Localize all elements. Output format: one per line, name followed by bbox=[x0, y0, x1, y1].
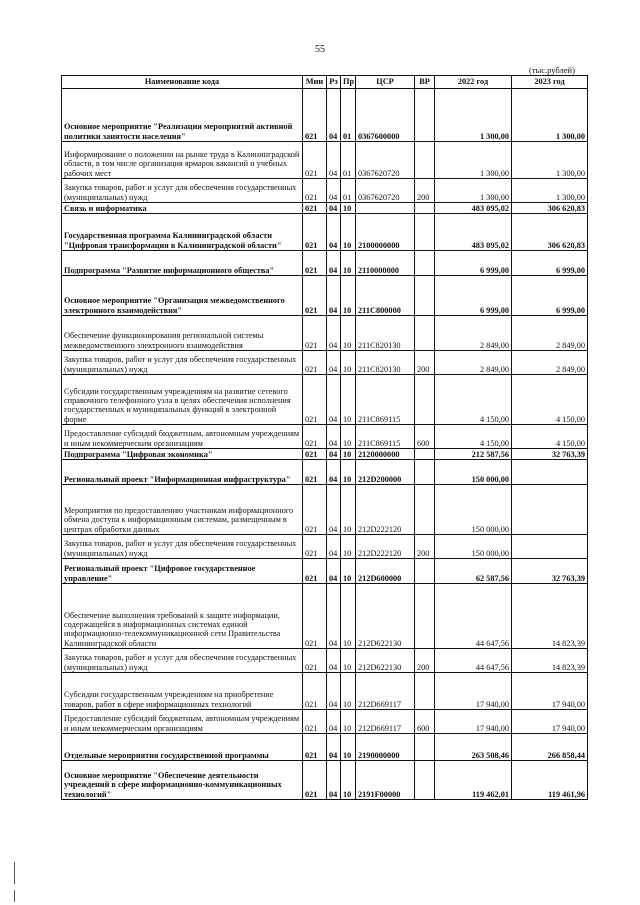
cell-2022: 6 999,00 bbox=[435, 251, 512, 276]
cell-2023: 1 300,00 bbox=[512, 142, 588, 179]
cell-min: 021 bbox=[303, 460, 327, 485]
cell-2023: 14 823,39 bbox=[512, 584, 588, 649]
cell-name: Предоставление субсидий бюджетным, автономным учреждениям и иным некоммерческим организациям bbox=[62, 425, 303, 449]
cell-pr: 10 bbox=[341, 649, 356, 673]
scan-edge-mark bbox=[14, 862, 15, 884]
table-row bbox=[62, 734, 588, 761]
cell-2023: 17 940,00 bbox=[512, 673, 588, 710]
cell-rz: 04 bbox=[327, 179, 341, 203]
cell-2022: 6 999,00 bbox=[435, 276, 512, 316]
cell-rz: 04 bbox=[327, 203, 341, 214]
cell-vr bbox=[415, 584, 435, 649]
cell-name: Основное мероприятие "Реализация мероприятий активной политики занятости населения" bbox=[62, 89, 303, 142]
cell-name: Информирование о положении на рынке труда в Калининградской области, в том числе организация ярмарок вакансий и учебных рабочих мест bbox=[62, 142, 303, 179]
cell-pr: 10 bbox=[341, 710, 356, 734]
cell-2023: 32 763,39 bbox=[512, 559, 588, 584]
cell-2023: 306 620,83 bbox=[512, 203, 588, 214]
table-row bbox=[62, 649, 588, 673]
cell-2022: 263 508,46 bbox=[435, 734, 512, 761]
cell-csr: 212D222120 bbox=[356, 535, 415, 559]
table-row bbox=[62, 485, 588, 535]
cell-csr: 212D622130 bbox=[356, 649, 415, 673]
cell-2023 bbox=[512, 460, 588, 485]
cell-vr bbox=[415, 214, 435, 251]
cell-vr: 200 bbox=[415, 351, 435, 375]
cell-2023: 1 300,00 bbox=[512, 179, 588, 203]
cell-min: 021 bbox=[303, 351, 327, 375]
cell-2022: 150 000,00 bbox=[435, 485, 512, 535]
table-row bbox=[62, 251, 588, 276]
cell-min: 021 bbox=[303, 375, 327, 425]
cell-vr bbox=[415, 734, 435, 761]
table-row bbox=[62, 584, 588, 649]
cell-rz: 04 bbox=[327, 559, 341, 584]
cell-rz: 04 bbox=[327, 673, 341, 710]
cell-min: 021 bbox=[303, 734, 327, 761]
header-2022: 2022 год bbox=[435, 76, 512, 89]
cell-vr bbox=[415, 449, 435, 460]
budget-table bbox=[61, 75, 588, 800]
cell-2022: 44 647,56 bbox=[435, 584, 512, 649]
cell-vr: 600 bbox=[415, 710, 435, 734]
cell-rz: 04 bbox=[327, 89, 341, 142]
page-number: 55 bbox=[315, 44, 325, 55]
table-row bbox=[62, 425, 588, 449]
table-row bbox=[62, 276, 588, 316]
cell-csr: 0367600000 bbox=[356, 89, 415, 142]
cell-2023: 266 858,44 bbox=[512, 734, 588, 761]
cell-csr: 211C869115 bbox=[356, 425, 415, 449]
cell-csr: 212D600000 bbox=[356, 559, 415, 584]
cell-min: 021 bbox=[303, 251, 327, 276]
cell-vr: 600 bbox=[415, 425, 435, 449]
cell-name: Региональный проект "Цифровое государственное управление" bbox=[62, 559, 303, 584]
cell-pr: 10 bbox=[341, 460, 356, 485]
cell-2023: 17 940,00 bbox=[512, 710, 588, 734]
cell-rz: 04 bbox=[327, 316, 341, 351]
cell-2022: 17 940,00 bbox=[435, 710, 512, 734]
cell-min: 021 bbox=[303, 584, 327, 649]
cell-min: 021 bbox=[303, 203, 327, 214]
cell-pr: 10 bbox=[341, 375, 356, 425]
cell-name: Обеспечение выполнения требований к защите информации, содержащейся в информационных системах единой информационно-телекоммуникационной сети Правительства Калининградской области bbox=[62, 584, 303, 649]
cell-min: 021 bbox=[303, 179, 327, 203]
cell-name: Закупка товаров, работ и услуг для обеспечения государственных (муниципальных) нужд bbox=[62, 649, 303, 673]
cell-vr bbox=[415, 316, 435, 351]
cell-pr: 01 bbox=[341, 89, 356, 142]
cell-vr: 200 bbox=[415, 179, 435, 203]
cell-rz: 04 bbox=[327, 449, 341, 460]
cell-csr bbox=[356, 203, 415, 214]
cell-vr bbox=[415, 559, 435, 584]
cell-2022: 119 462,01 bbox=[435, 761, 512, 800]
cell-name: Закупка товаров, работ и услуг для обеспечения государственных (муниципальных) нужд bbox=[62, 351, 303, 375]
cell-csr: 212D669117 bbox=[356, 673, 415, 710]
cell-name: Подпрограмма "Развитие информационного общества" bbox=[62, 251, 303, 276]
table-row bbox=[62, 460, 588, 485]
cell-2023: 4 150,00 bbox=[512, 375, 588, 425]
cell-csr: 2100000000 bbox=[356, 214, 415, 251]
table-row bbox=[62, 710, 588, 734]
cell-rz: 04 bbox=[327, 214, 341, 251]
cell-vr: 200 bbox=[415, 649, 435, 673]
cell-pr: 10 bbox=[341, 734, 356, 761]
cell-pr: 01 bbox=[341, 179, 356, 203]
cell-pr: 10 bbox=[341, 425, 356, 449]
header-pr: Пр bbox=[341, 76, 356, 89]
cell-name: Мероприятия по предоставлению участникам информационного обмена доступа к информационным системам, размещенным в центрах обработки данных bbox=[62, 485, 303, 535]
cell-min: 021 bbox=[303, 449, 327, 460]
header-min: Мин bbox=[303, 76, 327, 89]
cell-vr bbox=[415, 375, 435, 425]
cell-rz: 04 bbox=[327, 584, 341, 649]
table-row bbox=[62, 179, 588, 203]
cell-csr: 212D669117 bbox=[356, 710, 415, 734]
cell-2022: 1 300,00 bbox=[435, 179, 512, 203]
cell-csr: 212D222120 bbox=[356, 485, 415, 535]
table-row bbox=[62, 351, 588, 375]
table-row bbox=[62, 142, 588, 179]
cell-vr bbox=[415, 673, 435, 710]
scan-edge-mark bbox=[14, 890, 15, 902]
cell-name: Закупка товаров, работ и услуг для обеспечения государственных (муниципальных) нужд bbox=[62, 179, 303, 203]
cell-2023 bbox=[512, 535, 588, 559]
table-row bbox=[62, 203, 588, 214]
cell-2023: 14 823,39 bbox=[512, 649, 588, 673]
cell-vr bbox=[415, 276, 435, 316]
cell-min: 021 bbox=[303, 761, 327, 800]
cell-rz: 04 bbox=[327, 142, 341, 179]
cell-csr: 0367620720 bbox=[356, 142, 415, 179]
cell-csr: 211C820130 bbox=[356, 351, 415, 375]
cell-2022: 212 587,56 bbox=[435, 449, 512, 460]
cell-vr bbox=[415, 761, 435, 800]
cell-pr: 10 bbox=[341, 251, 356, 276]
cell-pr: 10 bbox=[341, 535, 356, 559]
cell-min: 021 bbox=[303, 276, 327, 316]
cell-vr bbox=[415, 251, 435, 276]
cell-2022: 2 849,00 bbox=[435, 351, 512, 375]
cell-rz: 04 bbox=[327, 649, 341, 673]
cell-2022: 483 095,02 bbox=[435, 203, 512, 214]
cell-2022: 17 940,00 bbox=[435, 673, 512, 710]
cell-2022: 44 647,56 bbox=[435, 649, 512, 673]
table-row bbox=[62, 214, 588, 251]
cell-rz: 04 bbox=[327, 425, 341, 449]
cell-2023: 1 300,00 bbox=[512, 89, 588, 142]
cell-2022: 1 300,00 bbox=[435, 89, 512, 142]
cell-min: 021 bbox=[303, 425, 327, 449]
cell-pr: 10 bbox=[341, 485, 356, 535]
cell-name: Отдельные мероприятия государственной программы bbox=[62, 734, 303, 761]
cell-rz: 04 bbox=[327, 276, 341, 316]
cell-pr: 10 bbox=[341, 559, 356, 584]
cell-name: Субсидии государственным учреждениям на приобретение товаров, работ в сфере информационных технологий bbox=[62, 673, 303, 710]
cell-2023: 4 150,00 bbox=[512, 425, 588, 449]
cell-csr: 2120000000 bbox=[356, 449, 415, 460]
cell-2023: 119 461,96 bbox=[512, 761, 588, 800]
cell-csr: 2190000000 bbox=[356, 734, 415, 761]
cell-rz: 04 bbox=[327, 734, 341, 761]
cell-rz: 04 bbox=[327, 761, 341, 800]
cell-2022: 62 587,56 bbox=[435, 559, 512, 584]
table-row bbox=[62, 673, 588, 710]
cell-rz: 04 bbox=[327, 710, 341, 734]
cell-name: Связь и информатика bbox=[62, 203, 303, 214]
table-row bbox=[62, 316, 588, 351]
cell-vr bbox=[415, 460, 435, 485]
cell-min: 021 bbox=[303, 316, 327, 351]
cell-name: Предоставление субсидий бюджетным, автономным учреждениям и иным некоммерческим организациям bbox=[62, 710, 303, 734]
cell-csr: 212D200000 bbox=[356, 460, 415, 485]
cell-vr bbox=[415, 203, 435, 214]
cell-2023: 32 763,39 bbox=[512, 449, 588, 460]
cell-csr: 211C869115 bbox=[356, 375, 415, 425]
cell-csr: 211C800000 bbox=[356, 276, 415, 316]
cell-name: Обеспечение функционирования региональной системы межведомственного электронного взаимодействия bbox=[62, 316, 303, 351]
cell-2023: 2 849,00 bbox=[512, 351, 588, 375]
cell-rz: 04 bbox=[327, 485, 341, 535]
cell-rz: 04 bbox=[327, 351, 341, 375]
cell-2022: 150 000,00 bbox=[435, 460, 512, 485]
cell-csr: 0367620720 bbox=[356, 179, 415, 203]
header-row bbox=[62, 76, 588, 89]
units-label: (тыс.рублей) bbox=[529, 65, 575, 75]
header-rz: Рз bbox=[327, 76, 341, 89]
cell-min: 021 bbox=[303, 142, 327, 179]
cell-2022: 4 150,00 bbox=[435, 425, 512, 449]
cell-csr: 2191F00000 bbox=[356, 761, 415, 800]
cell-vr bbox=[415, 142, 435, 179]
cell-2023 bbox=[512, 485, 588, 535]
cell-2022: 150 000,00 bbox=[435, 535, 512, 559]
cell-min: 021 bbox=[303, 559, 327, 584]
cell-name: Основное мероприятие "Обеспечение деятельности учреждений в сфере информационно-коммуникационных технологий" bbox=[62, 761, 303, 800]
table-row bbox=[62, 761, 588, 800]
cell-pr: 10 bbox=[341, 203, 356, 214]
cell-pr: 10 bbox=[341, 673, 356, 710]
table-header bbox=[62, 76, 588, 89]
cell-name: Подпрограмма "Цифровая экономика" bbox=[62, 449, 303, 460]
cell-min: 021 bbox=[303, 485, 327, 535]
cell-csr: 211C820130 bbox=[356, 316, 415, 351]
cell-min: 021 bbox=[303, 535, 327, 559]
cell-name: Региональный проект "Информационная инфраструктура" bbox=[62, 460, 303, 485]
cell-min: 021 bbox=[303, 214, 327, 251]
header-vr: ВР bbox=[415, 76, 435, 89]
table-row bbox=[62, 535, 588, 559]
cell-name: Закупка товаров, работ и услуг для обеспечения государственных (муниципальных) нужд bbox=[62, 535, 303, 559]
cell-pr: 10 bbox=[341, 276, 356, 316]
cell-name: Субсидии государственным учреждениям на развитие сетевого справочного телефонного узла в целях обеспечения исполнения государственных и муниципальных функций в электронной форме bbox=[62, 375, 303, 425]
cell-2022: 483 095,02 bbox=[435, 214, 512, 251]
cell-2022: 2 849,00 bbox=[435, 316, 512, 351]
header-name: Наименование кода bbox=[62, 76, 303, 89]
table-row bbox=[62, 89, 588, 142]
cell-pr: 10 bbox=[341, 316, 356, 351]
cell-min: 021 bbox=[303, 649, 327, 673]
cell-csr: 2110000000 bbox=[356, 251, 415, 276]
header-csr: ЦСР bbox=[356, 76, 415, 89]
cell-2023: 306 620,83 bbox=[512, 214, 588, 251]
cell-pr: 10 bbox=[341, 214, 356, 251]
cell-vr bbox=[415, 485, 435, 535]
cell-rz: 04 bbox=[327, 535, 341, 559]
table-row bbox=[62, 449, 588, 460]
cell-pr: 10 bbox=[341, 584, 356, 649]
cell-min: 021 bbox=[303, 673, 327, 710]
cell-min: 021 bbox=[303, 89, 327, 142]
table-row bbox=[62, 375, 588, 425]
cell-rz: 04 bbox=[327, 460, 341, 485]
table-body bbox=[62, 89, 588, 800]
cell-2023: 6 999,00 bbox=[512, 276, 588, 316]
cell-rz: 04 bbox=[327, 375, 341, 425]
cell-min: 021 bbox=[303, 710, 327, 734]
cell-pr: 10 bbox=[341, 761, 356, 800]
cell-vr: 200 bbox=[415, 535, 435, 559]
cell-csr: 212D622130 bbox=[356, 584, 415, 649]
header-2023: 2023 год bbox=[512, 76, 588, 89]
cell-2022: 4 150,00 bbox=[435, 375, 512, 425]
cell-vr bbox=[415, 89, 435, 142]
cell-rz: 04 bbox=[327, 251, 341, 276]
cell-2022: 1 300,00 bbox=[435, 142, 512, 179]
cell-2023: 2 849,00 bbox=[512, 316, 588, 351]
cell-pr: 10 bbox=[341, 449, 356, 460]
cell-pr: 01 bbox=[341, 142, 356, 179]
cell-pr: 10 bbox=[341, 351, 356, 375]
cell-name: Государственная программа Калининградской области "Цифровая трансформация в Калининградской области" bbox=[62, 214, 303, 251]
cell-name: Основное мероприятие "Организация межведомственного электронного взаимодействия" bbox=[62, 276, 303, 316]
cell-2023: 6 999,00 bbox=[512, 251, 588, 276]
table-row bbox=[62, 559, 588, 584]
